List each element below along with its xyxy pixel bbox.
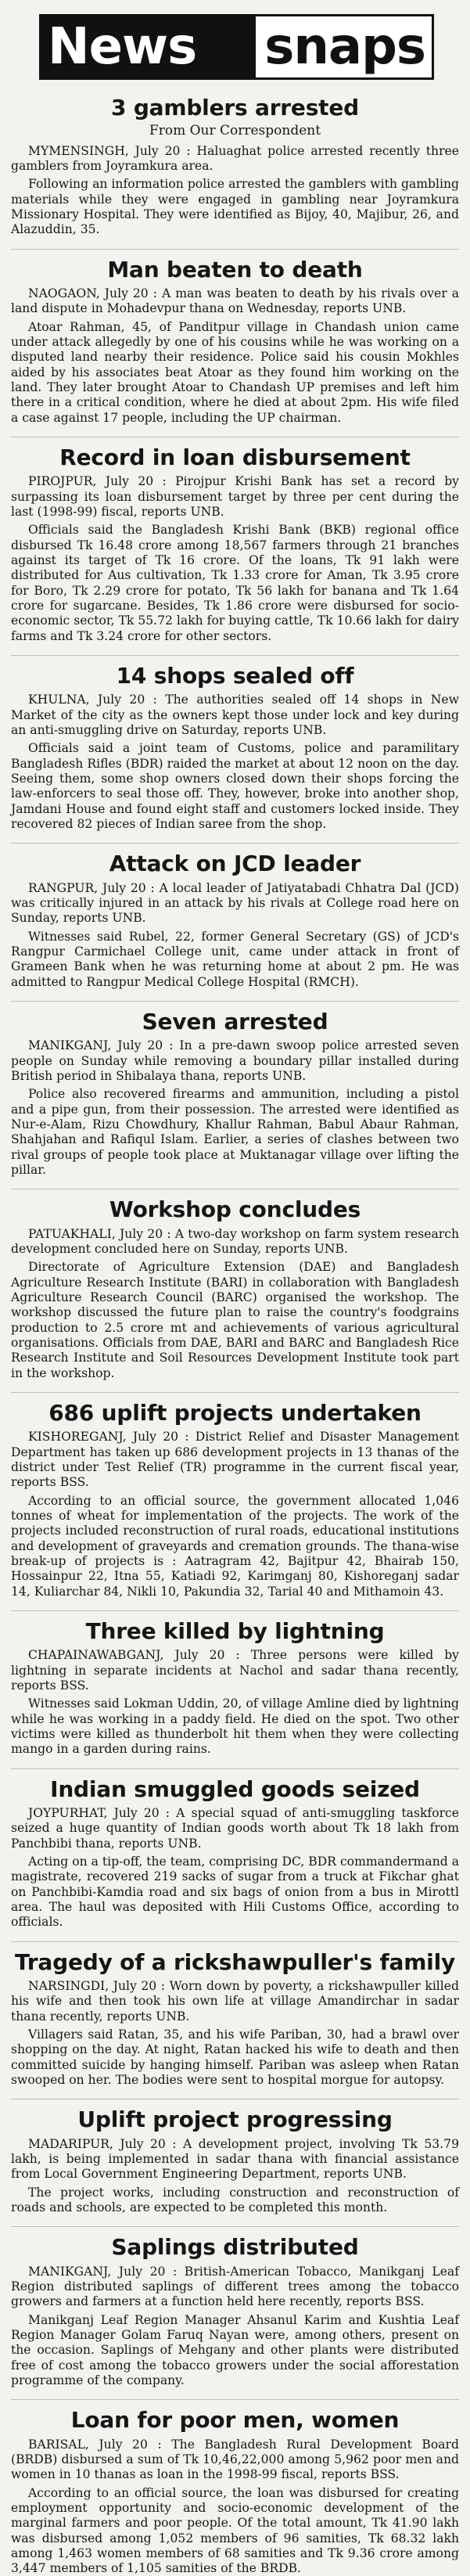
section-divider xyxy=(11,843,459,844)
section-divider xyxy=(11,1941,459,1942)
body-paragraph: Witnesses said Lokman Uddin, 20, of village Amline died by lightning while he was working in a paddy field. He died on the spot. Two other victims were killed as thunderbolt hit them when they were collecting mango in a garden during rains. xyxy=(11,1696,459,1757)
headline: Man beaten to death xyxy=(107,256,363,282)
body-paragraph: The project works, including construction and reconstruction of roads and schools, are expected to be completed this month. xyxy=(11,2185,459,2214)
news-item xyxy=(11,257,459,426)
masthead xyxy=(11,8,459,85)
news-items xyxy=(11,95,459,2576)
body-paragraph: Police also recovered firearms and ammunition, including a pistol and a pipe gun, from their possession. The arrested were identified as Nur-e-Alam, Rizu Chowdhury, Khallur Rahman, Babul Abaur Rahman, Shahjahan and Rafiqul Islam. Earlier, a series of clashes between two rival groups of people took place at Muktanagar village over lifting the pillar. xyxy=(11,1087,459,1177)
masthead-snaps: snaps xyxy=(264,18,425,76)
body-paragraph: According to an official source, the government allocated 1,046 tonnes of wheat for implementation of the projects. The work of the projects included reconstruction of rural roads, educational institutions and development of graveyards and cremation grounds. The thana-wise break-up of projects is : Aatragram 42, Bajitpur 42, Bhairab 150, Hossainpur 22, Itna 55, Katiadi 92, Karimganj 80, Kishoreganj sadar 14, Kuliarchar 84, Nikli 10, Pakundia 32, Tarial 40 and Mithamoin 43. xyxy=(11,1493,459,1599)
body-paragraph: NAOGAON, July 20 : A man was beaten to death by his rivals over a land dispute in Mohadevpur thana on Wednesday, reports UNB. xyxy=(11,286,459,316)
news-item xyxy=(11,664,459,832)
body-paragraph: PIROJPUR, July 20 : Pirojpur Krishi Bank has set a record by surpassing its loan disbursement target by three per cent during the last (1998-99) fiscal, reports UNB. xyxy=(11,474,459,520)
body-paragraph: MADARIPUR, July 20 : A development project, involving Tk 53.79 lakh, is being implemented in sadar thana with financial assistance from Local Government Engineering Department, reports UNB. xyxy=(11,2136,459,2182)
section-divider xyxy=(11,249,459,250)
body-paragraph: BARISAL, July 20 : The Bangladesh Rural Development Board (BRDB) disbursed a sum of Tk 10,46,22,000 among 5,962 poor men and women in 10 thanas as loan in the 1998-99 fiscal, reports BSS. xyxy=(11,2437,459,2482)
headline: Tragedy of a rickshawpuller's family xyxy=(14,1948,456,1975)
body-paragraph: MANIKGANJ, July 20 : British-American Tobacco, Manikganj Leaf Region distributed saplings of different trees among the tobacco growers and farmers at a function held here recently, reports BSS. xyxy=(11,2264,459,2309)
section-divider xyxy=(11,1610,459,1611)
section-divider xyxy=(11,1392,459,1393)
body-paragraph: PATUAKHALI, July 20 : A two-day workshop on farm system research development concluded here on Sunday, reports UNB. xyxy=(11,1226,459,1256)
headline: 686 uplift projects undertaken xyxy=(48,1399,422,1426)
section-divider xyxy=(11,2226,459,2227)
section-divider xyxy=(11,2399,459,2400)
news-item xyxy=(11,2107,459,2215)
news-item xyxy=(11,1619,459,1758)
news-item xyxy=(11,1401,459,1599)
headline: Loan for poor men, women xyxy=(70,2407,400,2434)
section-divider xyxy=(11,1768,459,1769)
body-paragraph: CHAPAINAWABGANJ, July 20 : Three persons were killed by lightning in separate incidents at Nachol and sadar thana recently, reports BSS. xyxy=(11,1648,459,1693)
masthead-news: News xyxy=(48,18,197,76)
masthead-title xyxy=(41,16,432,77)
headline: Indian smuggled goods seized xyxy=(50,1775,420,1802)
body-paragraph: Atoar Rahman, 45, of Panditpur village in Chandash union came under attack allegedly by one of his cousins while he was working on a disputed land nearby their residence. Police said his cousin Mokhles aided by his associates beat Atoar as they found him working on the land. They later brought Atoar to Chandash UP premises and left him there in a critical condition, where he died at about 2pm. His wife filed a case against 17 people, including the UP chairman. xyxy=(11,319,459,425)
news-item xyxy=(11,2408,459,2576)
body-paragraph: Witnesses said Rubel, 22, former General Secretary (GS) of JCD's Rangpur Carmichael College unit, came under attack in front of Grameen Bank when he was returning home at about 2 pm. He was admitted to Rangpur Medical College Hospital (RMCH). xyxy=(11,929,459,989)
news-item xyxy=(11,1197,459,1381)
body-paragraph: Acting on a tip-off, the team, comprising DC, BDR commandermand a magistrate, recovered 219 sacks of sugar from a truck at Fikchar ghat on Panchbibi-Kamdia road and six bags of onion from a bus in Mirottl area. The haul was deposited with Hili Customs Office, according to officials. xyxy=(11,1854,460,1930)
body-paragraph: NARSINGDI, July 20 : Worn down by poverty, a rickshawpuller killed his wife and then took his own life at village Amandirchar in sadar thana recently, reports UNB. xyxy=(11,1978,459,2024)
news-item xyxy=(11,95,459,238)
body-paragraph: Manikganj Leaf Region Manager Ahsanul Karim and Kushtia Leaf Region Manager Golam Faruq Nayan were, among others, present on the occasion. Saplings of Mehgany and other plants were distributed free of cost among the tobacco growers under the social afforestation programme of the company. xyxy=(11,2312,459,2387)
headline: Record in loan disbursement xyxy=(59,444,411,471)
body-paragraph: MANIKGANJ, July 20 : In a pre-dawn swoop police arrested seven people on Sunday while removing a boundary pillar installed during British period in Shibalaya thana, reports UNB. xyxy=(11,1038,459,1083)
headline: 14 shops sealed off xyxy=(116,663,354,689)
body-paragraph: KHULNA, July 20 : The authorities sealed off 14 shops in New Market of the city as the owners kept those under lock and key during an anti-smuggling drive on Saturday, reports UNB. xyxy=(11,693,459,738)
body-paragraph: Villagers said Ratan, 35, and his wife Pariban, 30, had a brawl over shopping on the day. At night, Ratan hacked his wife to death and then committed suicide by hanging himself. Pariban was asleep when Ratan swooped on her. The bodies were sent to hospital morgue for autopsy. xyxy=(11,2027,459,2087)
subhead: From Our Correspondent xyxy=(149,123,321,139)
headline: 3 gamblers arrested xyxy=(111,95,359,121)
news-item xyxy=(11,851,459,990)
body-paragraph: Directorate of Agriculture Extension (DAE) and Bangladesh Agriculture Research Institute (BARI) in collaboration with Bangladesh Agriculture Research Council (BARC) organised the workshop. The workshop discussed the future plan to raise the country's foodgrains production to 2.5 crore mt and achievements of various agricultural organisations. Officials from DAE, BARI and BARC and Bangladesh Rice Research Institute and Soil Resources Development Institute took part in the workshop. xyxy=(11,1260,459,1380)
headline: Saplings distributed xyxy=(111,2234,359,2261)
body-paragraph: JOYPURHAT, July 20 : A special squad of anti-smuggling taskforce seized a huge quantity of Indian goods worth about Tk 18 lakh from Panchbibi thana, reports UNB. xyxy=(11,1805,459,1851)
body-paragraph: According to an official source, the loan was disbursed for creating employment opportunity and socio-economic development of the marginal farmers and poor people. Of the total amount, Tk 41.90 lakh was disbursed among 1,052 members of 96 samities, Tk 68.32 lakh among 1,463 women members of 68 samities and Tk 9.36 crore among 3,447 members of 1,105 samities of the BRDB. xyxy=(11,2485,459,2576)
news-item xyxy=(11,1950,459,2089)
section-divider xyxy=(11,1001,459,1002)
news-item xyxy=(11,2235,459,2388)
body-paragraph: MYMENSINGH, July 20 : Haluaghat police arrested recently three gamblers from Joyramkura area. xyxy=(11,143,459,174)
news-item xyxy=(11,1777,459,1930)
news-item xyxy=(11,1009,459,1178)
news-item xyxy=(11,445,459,644)
body-paragraph: RANGPUR, July 20 : A local leader of Jatiyatabadi Chhatra Dal (JCD) was critically injured in an attack by his rivals at College road here on Sunday, reports UNB. xyxy=(11,880,459,926)
headline: Attack on JCD leader xyxy=(109,851,361,877)
body-paragraph: Officials said the Bangladesh Krishi Bank (BKB) regional office disbursed Tk 16.48 crore among 18,567 farmers through 21 branches against its target of Tk 16 crore. Of the loans, Tk 91 lakh were distributed for Aus cultivation, Tk 1.33 crore for Aman, Tk 3.95 crore for Boro, Tk 2.29 crore for potato, Tk 56 lakh for banana and Tk 1.64 crore for sugarcane. Besides, Tk 1.86 crore were disbursed for socio-economic sector, Tk 55.72 lakh for buying cattle, Tk 10.66 lakh for dairy farms and Tk 3.24 crore for other sectors. xyxy=(11,523,459,643)
headline: Workshop concludes xyxy=(109,1196,361,1223)
headline: Three killed by lightning xyxy=(85,1617,385,1644)
headline: Uplift project progressing xyxy=(77,2106,393,2133)
body-paragraph: Following an information police arrested the gamblers with gambling materials while they were engaged in gambling near Joyramkura Missionary Hospital. They were identified as Bijoy, 40, Majibur, 26, and Alazuddin, 35. xyxy=(11,177,459,237)
body-paragraph: Officials said a joint team of Customs, police and paramilitary Bangladesh Rifles (BDR) raided the market at about 12 noon on the day. Seeing them, some shop owners closed down their shops forcing the law-enforcers to seal those off. They, however, broke into another shop, Jamdani House and found eight staff and customers locked inside. They recovered 82 pieces of Indian saree from the shop. xyxy=(11,741,459,831)
masthead-box xyxy=(39,14,434,80)
headline: Seven arrested xyxy=(142,1008,328,1034)
section-divider xyxy=(11,655,459,656)
body-paragraph: KISHOREGANJ, July 20 : District Relief and Disaster Management Department has taken up 686 development projects in 13 thanas of the district under Test Relief (TR) programme in the current fiscal year, reports BSS. xyxy=(11,1430,459,1490)
